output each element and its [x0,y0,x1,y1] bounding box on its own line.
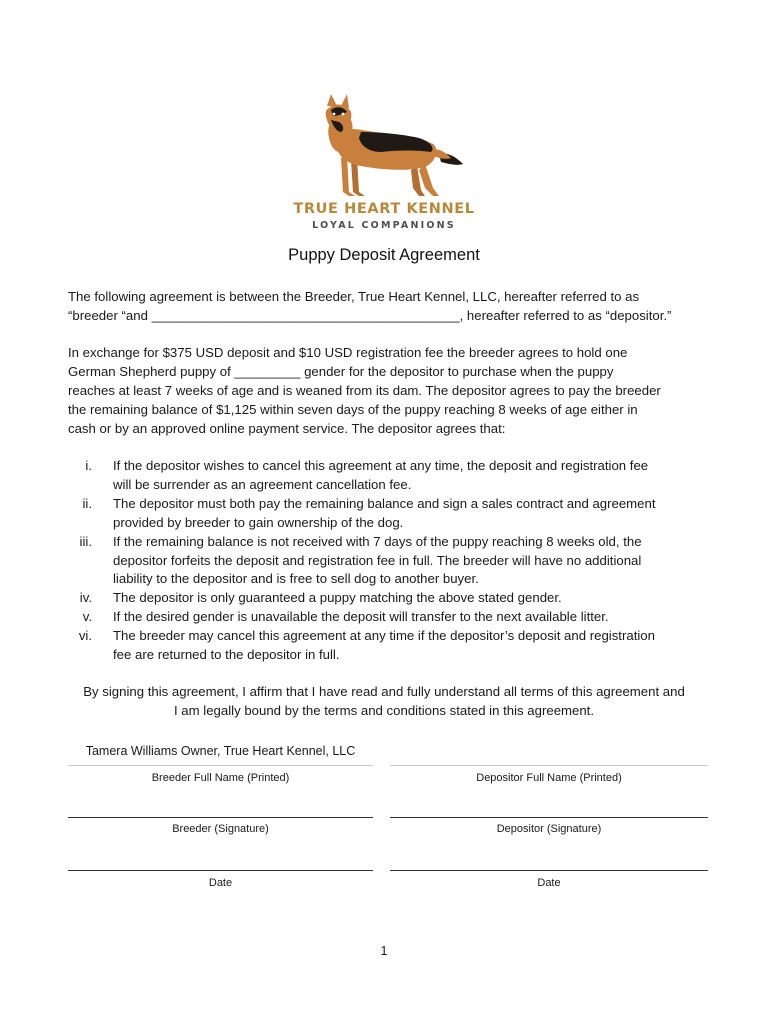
condition-item [68,495,708,533]
intro-line: The following agreement is between the Breeder, True Heart Kennel, LLC, hereafter referred to as [68,289,640,304]
conditions-list [68,457,708,665]
condition-item [68,589,708,608]
condition-text: The depositor is only guaranteed a puppy matching the above stated gender. [113,590,562,606]
depositor-name-label: Depositor Full Name (Printed) [476,772,622,784]
breeder-name-field[interactable] [68,765,373,795]
depositor-signature-field[interactable] [390,817,708,847]
condition-text: provided by breeder to gain ownership of the dog. [113,514,404,530]
terms-paragraph [68,344,708,439]
intro-line: “breeder “and __________________________________________, hereafter referred to as “depositor.” [68,307,672,323]
condition-text: depositor forfeits the deposit and registration fee in full. The breeder will have no additional [113,552,642,568]
affirmation-paragraph [60,683,708,721]
terms-line: cash or by an approved online payment service. The depositor agrees that: [68,420,506,436]
breeder-signature-field[interactable] [68,817,373,847]
kennel-logo [283,92,485,237]
depositor-date-line [390,870,708,871]
page-number: 1 [380,944,388,958]
brand-tagline: LOYAL COMPANIONS [312,220,456,231]
depositor-name-field[interactable] [390,765,708,795]
condition-text: If the depositor wishes to cancel this agreement at any time, the deposit and registration fee [113,458,649,473]
breeder-date-field[interactable] [68,870,373,900]
breeder-date-label: Date [208,877,233,889]
terms-line: In exchange for $375 USD deposit and $10 USD registration fee the breeder agrees to hold one [68,345,628,360]
condition-text: fee are returned to the depositor in full. [113,647,340,663]
breeder-name-line [68,765,373,766]
condition-number: ii. [82,495,92,511]
breeder-name-label: Breeder Full Name (Printed) [151,772,290,784]
condition-number: iv. [79,590,92,606]
depositor-name-line [390,765,708,766]
terms-line: reaches at least 7 weeks of age and is weaned from its dam. The depositor agrees to pay the breeder [68,382,661,398]
condition-text: If the remaining balance is not received with 7 days of the puppy reaching 8 weeks old, the [113,533,642,549]
condition-text: The breeder may cancel this agreement at any time if the depositor’s deposit and registration [113,628,655,644]
condition-item [68,627,708,665]
page-title: Puppy Deposit Agreement [288,246,480,264]
affirmation-line: By signing this agreement, I affirm that I have read and fully understand all terms of this agreement and [83,684,685,699]
breeder-date-line [68,870,373,871]
condition-number: iii. [79,533,92,549]
depositor-date-field[interactable] [390,870,708,900]
breeder-signature-label: Breeder (Signature) [172,823,269,835]
condition-text: If the desired gender is unavailable the deposit will transfer to the next available litter. [113,609,609,625]
german-shepherd-dog-icon [321,92,466,200]
depositor-signature-line [390,817,708,818]
breeder-printed-name-value: Tamera Williams Owner, True Heart Kennel, LLC [85,744,356,758]
condition-number: i. [85,458,92,473]
condition-text: will be surrender as an agreement cancellation fee. [113,476,412,492]
terms-line: German Shepherd puppy of _________ gender for the depositor to purchase when the puppy [68,363,614,379]
depositor-signature-label: Depositor (Signature) [496,823,602,835]
breeder-signature-line [68,817,373,818]
affirmation-line: I am legally bound by the terms and conditions stated in this agreement. [173,702,595,718]
condition-text: liability to the depositor and is free to sell dog to another buyer. [113,571,479,587]
condition-item [68,533,708,590]
condition-item [68,608,708,627]
depositor-date-label: Date [537,877,561,889]
condition-text: The depositor must both pay the remaining balance and sign a sales contract and agreement [113,495,656,511]
condition-item [68,457,708,495]
brand-name: TRUE HEART KENNEL [293,201,475,217]
condition-number: vi. [78,628,92,644]
condition-number: v. [82,609,92,625]
intro-paragraph [68,288,708,326]
terms-line: the remaining balance of $1,125 within seven days of the puppy reaching 8 weeks of age either in [68,401,638,417]
